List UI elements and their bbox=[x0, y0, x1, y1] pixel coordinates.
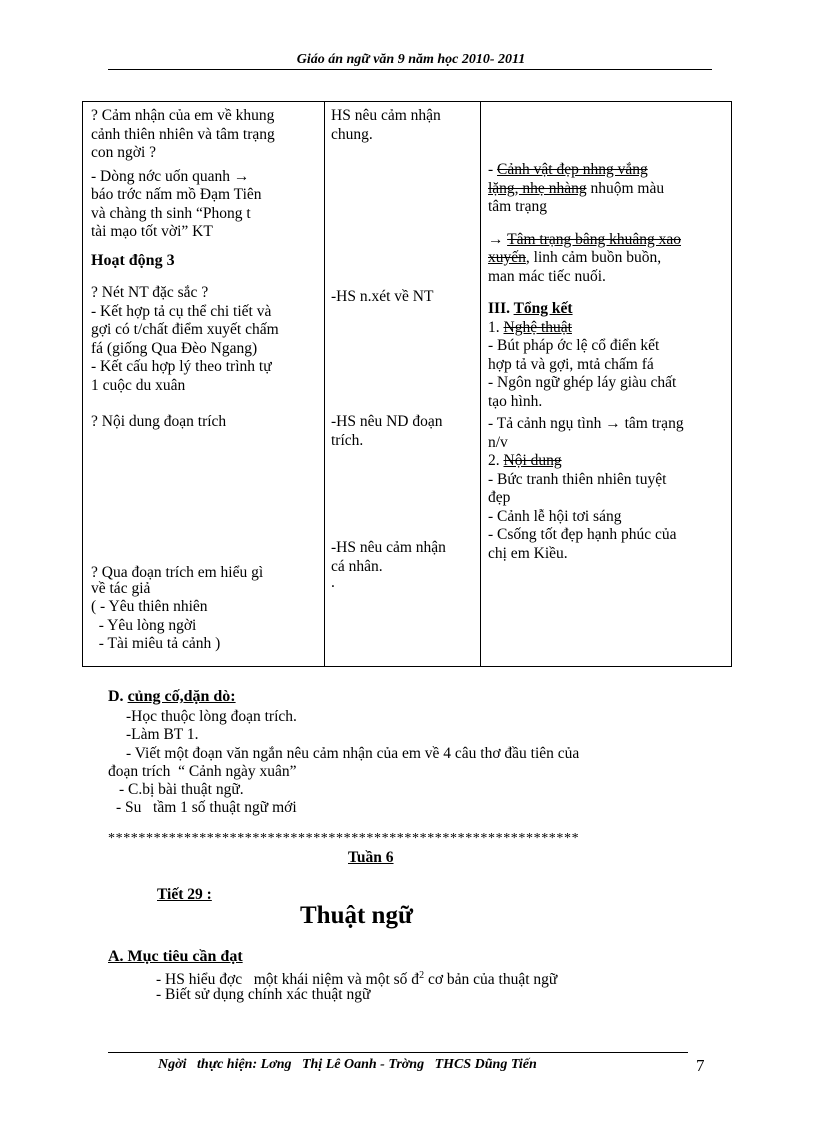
text-line: chị em Kiều. bbox=[488, 544, 568, 562]
text-line: và chàng th sinh “Phong t bbox=[91, 204, 251, 222]
question-content: ? Nội dung đoạn trích bbox=[91, 413, 227, 430]
text-line: chung. bbox=[331, 125, 373, 143]
subsection-title: Nghệ thuật bbox=[503, 318, 572, 336]
section-letter: D. bbox=[108, 688, 128, 705]
text-line bbox=[488, 161, 726, 180]
question-art: ? Nét NT đặc sắc ? bbox=[91, 284, 209, 301]
text-line: cá nhân. bbox=[331, 557, 383, 575]
text-line: - Bức tranh thiên nhiên tuyệt bbox=[488, 470, 667, 488]
text-line: - Kết hợp tả cụ thể chi tiết và bbox=[91, 302, 272, 320]
section-d-item-3-cont: đoạn trích “ Cảnh ngày xuân” bbox=[108, 763, 297, 780]
text-line: hợp tả và gợi, mtả chấm fá bbox=[488, 355, 654, 373]
content-subheading bbox=[488, 452, 726, 471]
student-response-4 bbox=[331, 539, 475, 593]
text-line: tạo hình. bbox=[488, 392, 543, 410]
dash: - bbox=[488, 161, 498, 178]
text-span: cơ bản của thuật ngữ bbox=[424, 971, 558, 989]
text-line: về tác giả bbox=[91, 579, 151, 597]
text-line: - Tả cảnh ngụ tình → tâm trạng bbox=[488, 415, 684, 432]
text-line: HS nêu cảm nhận bbox=[331, 107, 441, 124]
content-mood bbox=[488, 231, 726, 287]
art-point-2 bbox=[488, 374, 726, 411]
content-column bbox=[488, 161, 726, 563]
student-response-2: -HS n.xét về NT bbox=[331, 288, 434, 305]
section-d-label bbox=[108, 688, 236, 706]
section-title: Tổng kết bbox=[513, 300, 573, 317]
lesson-table bbox=[82, 101, 732, 667]
text-line: trích. bbox=[331, 431, 364, 449]
art-point-3 bbox=[488, 415, 726, 452]
page-number: 7 bbox=[696, 1056, 705, 1075]
text-line: ( - Yêu thiên nhiên bbox=[91, 598, 208, 615]
text-line: - Csống tốt đẹp hạnh phúc của bbox=[488, 526, 677, 543]
student-response-1 bbox=[331, 107, 475, 144]
text-span: - HS hiểu đợc một khái niệm và một số đ bbox=[156, 971, 420, 989]
text-line: ? Qua đoạn trích em hiểu gì bbox=[91, 564, 264, 581]
text-line: tài mạo tốt vời” KT bbox=[91, 223, 213, 240]
footer-rule bbox=[108, 1052, 688, 1053]
question-landscape bbox=[91, 107, 319, 163]
text-span: , linh cảm buồn buồn, bbox=[525, 249, 662, 266]
section-d-item-5: - Su tầm 1 số thuật ngữ mới bbox=[116, 799, 297, 816]
text-line: - Kết cấu hợp lý theo trình tự bbox=[91, 358, 272, 375]
art-point-1 bbox=[488, 337, 726, 374]
marked-text: Tâm trạng bâng khuâng xao bbox=[507, 230, 681, 248]
section-a-item-2: - Biết sử dụng chính xác thuật ngữ bbox=[156, 986, 371, 1003]
lesson-label: Tiết 29 : bbox=[157, 886, 212, 903]
content-point-2: - Cảnh lễ hội tơi sáng bbox=[488, 507, 622, 525]
note-river bbox=[91, 168, 319, 242]
student-response-3 bbox=[331, 413, 473, 450]
section-d-item-3: - Viết một đoạn văn ngắn nêu cảm nhận của em về 4 câu thơ đầu tiên của bbox=[126, 745, 580, 762]
summary-heading bbox=[488, 300, 726, 319]
content-point-1 bbox=[488, 471, 726, 508]
text-line: fá (giống Qua Đèo Ngang) bbox=[91, 339, 258, 357]
text-line: - Ngôn ngữ ghép láy giàu chất bbox=[488, 374, 677, 391]
footer-author: Ngời thực hiện: Lơng Thị Lê Oanh - Trờng THCS Dũng Tiến bbox=[158, 1057, 537, 1072]
art-subheading bbox=[488, 319, 726, 338]
section-number: III. bbox=[488, 300, 514, 317]
subsection-number: 2. bbox=[488, 452, 504, 469]
subsection-number: 1. bbox=[488, 318, 504, 336]
marked-text: Cảnh vật đẹp nhng vắng bbox=[497, 161, 648, 178]
note-technique bbox=[91, 303, 319, 359]
text-line: -HS nêu ND đoạn bbox=[331, 413, 443, 430]
content-scenery bbox=[488, 161, 726, 217]
text-line: - Yêu lòng ngời bbox=[91, 616, 197, 634]
text-line: - Tài miêu tả cảnh ) bbox=[91, 635, 221, 652]
section-a-label: A. Mục tiêu cần đạt bbox=[108, 948, 243, 965]
text-line: ? Cảm nhận của em về khung bbox=[91, 107, 275, 124]
subsection-title: Nội dung bbox=[503, 452, 562, 469]
text-line: man mác tiếc nuối. bbox=[488, 267, 606, 285]
teacher-activity-column bbox=[91, 107, 319, 432]
document-header-title: Giáo án ngữ văn 9 năm học 2010- 2011 bbox=[296, 52, 526, 67]
text-line bbox=[488, 231, 726, 250]
text-line: . bbox=[331, 574, 335, 591]
arrow-icon: → bbox=[488, 230, 508, 248]
column-divider-1 bbox=[324, 102, 325, 666]
text-line: 1 cuộc du xuân bbox=[91, 376, 186, 394]
section-d-item-4: - C.bị bài thuật ngữ. bbox=[119, 781, 244, 798]
text-line: gợi có t/chất điểm xuyết chấm bbox=[91, 321, 279, 338]
section-d-item-2: -Làm BT 1. bbox=[126, 726, 199, 743]
content-point-3 bbox=[488, 526, 726, 563]
marked-text: lặng, nhẹ nhàng bbox=[488, 179, 587, 197]
section-d-item-1: -Học thuộc lòng đoạn trích. bbox=[126, 708, 297, 725]
text-line: -HS nêu cảm nhận bbox=[331, 539, 446, 556]
marked-text: xuyến bbox=[488, 249, 526, 266]
text-span: nhuộm màu bbox=[586, 179, 665, 197]
star-separator: ************************************************************** bbox=[108, 831, 580, 846]
column-divider-2 bbox=[480, 102, 481, 666]
text-line: cảnh thiên nhiên và tâm trạng bbox=[91, 125, 275, 143]
superscript: 2 bbox=[419, 970, 425, 981]
text-line: tâm trạng bbox=[488, 198, 547, 215]
text-line bbox=[488, 180, 726, 199]
section-title: củng cố,dặn dò: bbox=[127, 688, 236, 705]
text-line bbox=[488, 249, 726, 268]
text-line: - Bút pháp ớc lệ cổ điển kết bbox=[488, 337, 660, 354]
note-structure bbox=[91, 358, 319, 395]
activity-heading: Hoạt động 3 bbox=[91, 251, 175, 269]
lesson-title: Thuật ngữ bbox=[300, 902, 413, 929]
text-line: con ngời ? bbox=[91, 144, 157, 161]
week-label: Tuần 6 bbox=[348, 849, 394, 866]
text-line: báo trớc nấm mồ Đạm Tiên bbox=[91, 186, 262, 203]
question-author-block bbox=[91, 564, 319, 654]
text-line: n/v bbox=[488, 433, 508, 451]
text-line: đẹp bbox=[488, 489, 511, 506]
header-rule bbox=[108, 69, 712, 70]
text-line: - Dòng nớc uốn quanh → bbox=[91, 167, 250, 185]
